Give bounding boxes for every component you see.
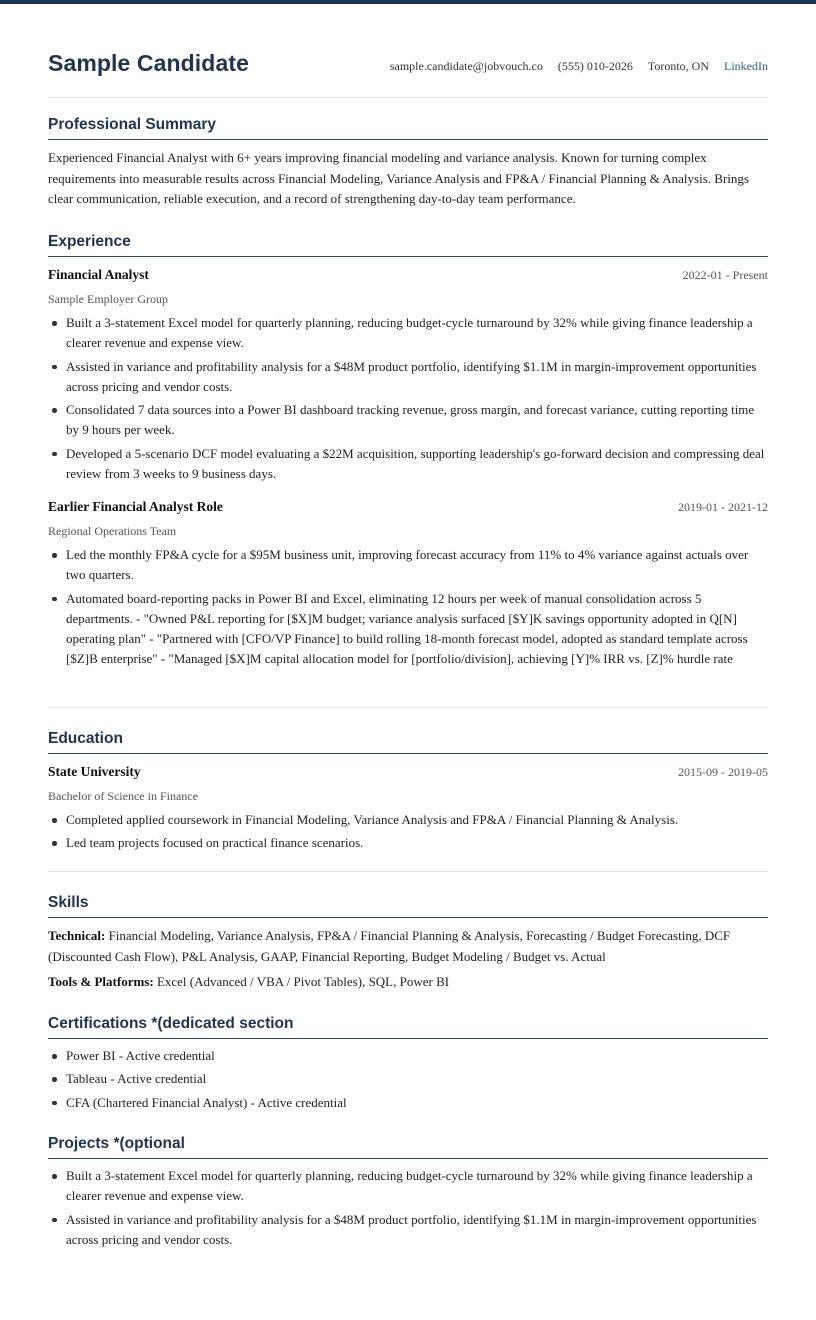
- contact-email[interactable]: sample.candidate@jobvouch.co: [389, 59, 543, 73]
- education-header: [48, 764, 768, 784]
- list-item: Assisted in variance and profitability analysis for a $48M product portfolio, identifying $1.1M in margin-improvement opportunities across pricing and vendor costs.: [48, 357, 768, 398]
- top-accent-bar: [0, 0, 816, 4]
- tools-skills-list: Excel (Advanced / VBA / Pivot Tables), SQL, Power BI: [156, 974, 450, 989]
- linkedin-link[interactable]: LinkedIn: [724, 59, 768, 73]
- job-title: Financial Analyst: [48, 267, 149, 282]
- list-item: Completed applied coursework in Financial Modeling, Variance Analysis and FP&A / Financial Planning & Analysis.: [48, 810, 768, 830]
- list-item: CFA (Chartered Financial Analyst) - Active credential: [48, 1093, 768, 1113]
- projects-list: [48, 1166, 768, 1253]
- technical-skills-list: Financial Modeling, Variance Analysis, FP&A / Financial Planning & Analysis, Forecasting / Budget Forecasting, DCF (Discounted Cash Flow), P&L Analysis, GAAP, Financial Reporting, Budget Modeling / Budget vs. Actual: [48, 928, 731, 964]
- section-divider: [48, 707, 768, 708]
- technical-skills: [48, 926, 768, 967]
- experience-heading: Experience: [48, 233, 768, 257]
- list-item: Led the monthly FP&A cycle for a $95M business unit, improving forecast accuracy from 11% to 4% variance against actuals over two quarters.: [48, 545, 768, 586]
- resume-header: [48, 46, 768, 98]
- summary-text: Experienced Financial Analyst with 6+ years improving financial modeling and variance analysis. Known for turning complex requirements into measurable results across Financial Modeling, Variance Analysis and FP&A / Financial Planning & Analysis. Brings clear communication, reliable execution, and a record of strengthening day-to-day team performance.: [48, 150, 749, 206]
- job-dates: 2019-01 - 2021-12: [678, 500, 768, 514]
- job-employer: Regional Operations Team: [48, 524, 177, 538]
- tools-skills: [48, 972, 768, 993]
- degree: Bachelor of Science in Finance: [48, 789, 198, 803]
- list-item: Developed a 5-scenario DCF model evaluating a $22M acquisition, supporting leadership's go-forward decision and compressing deal review from 3 weeks to 9 business days.: [48, 444, 768, 485]
- list-item: Built a 3-statement Excel model for quarterly planning, reducing budget-cycle turnaround by 32% while giving finance leadership a clearer revenue and expense view.: [48, 313, 768, 354]
- list-item: Assisted in variance and profitability analysis for a $48M product portfolio, identifying $1.1M in margin-improvement opportunities across pricing and vendor costs.: [48, 1210, 768, 1251]
- job-employer: Sample Employer Group: [48, 292, 168, 306]
- section-divider: [48, 871, 768, 872]
- projects-heading: Projects *(optional: [48, 1135, 768, 1159]
- education-heading: Education: [48, 730, 768, 754]
- technical-skills-label: Technical:: [48, 928, 106, 943]
- skills-heading: Skills: [48, 894, 768, 918]
- contact-location: Toronto, ON: [647, 59, 709, 73]
- job-header: [48, 499, 768, 519]
- job-dates: 2022-01 - Present: [682, 268, 768, 282]
- tools-skills-label: Tools & Platforms:: [48, 974, 154, 989]
- certifications-list: [48, 1046, 768, 1116]
- job-bullets: [48, 313, 768, 487]
- list-item: Power BI - Active credential: [48, 1046, 768, 1066]
- contact-info: [378, 59, 768, 74]
- list-item: Built a 3-statement Excel model for quarterly planning, reducing budget-cycle turnaround by 32% while giving finance leadership a clearer revenue and expense view.: [48, 1166, 768, 1207]
- job-title: Earlier Financial Analyst Role: [48, 499, 223, 514]
- list-item: Led team projects focused on practical finance scenarios.: [48, 833, 768, 853]
- contact-phone: (555) 010-2026: [557, 59, 633, 73]
- education-dates: 2015-09 - 2019-05: [678, 765, 768, 779]
- header-divider: [48, 97, 768, 98]
- job-header: [48, 267, 768, 287]
- job-bullets: [48, 545, 768, 673]
- school-name: State University: [48, 764, 141, 779]
- list-item: Automated board-reporting packs in Power BI and Excel, eliminating 12 hours per week of manual consolidation across 5 departments. - "Owned P&L reporting for [$X]M budget; variance analysis surfaced [$Y]K savings opportunity adopted in Q[N] operating plan" - "Partnered with [CFO/VP Finance] to build rolling 18-month forecast model, adopted as standard template across [$Z]B enterprise" - "Managed [$X]M capital allocation model for [portfolio/division], achieving [Y]% IRR vs. [Z]% hurdle rate: [48, 589, 768, 670]
- summary-heading: Professional Summary: [48, 116, 768, 140]
- certifications-heading: Certifications *(dedicated section: [48, 1015, 768, 1039]
- education-bullets: [48, 810, 768, 857]
- list-item: Tableau - Active credential: [48, 1069, 768, 1089]
- list-item: Consolidated 7 data sources into a Power BI dashboard tracking revenue, gross margin, and forecast variance, cutting reporting time by 9 hours per week.: [48, 400, 768, 441]
- candidate-name: Sample Candidate: [48, 50, 249, 76]
